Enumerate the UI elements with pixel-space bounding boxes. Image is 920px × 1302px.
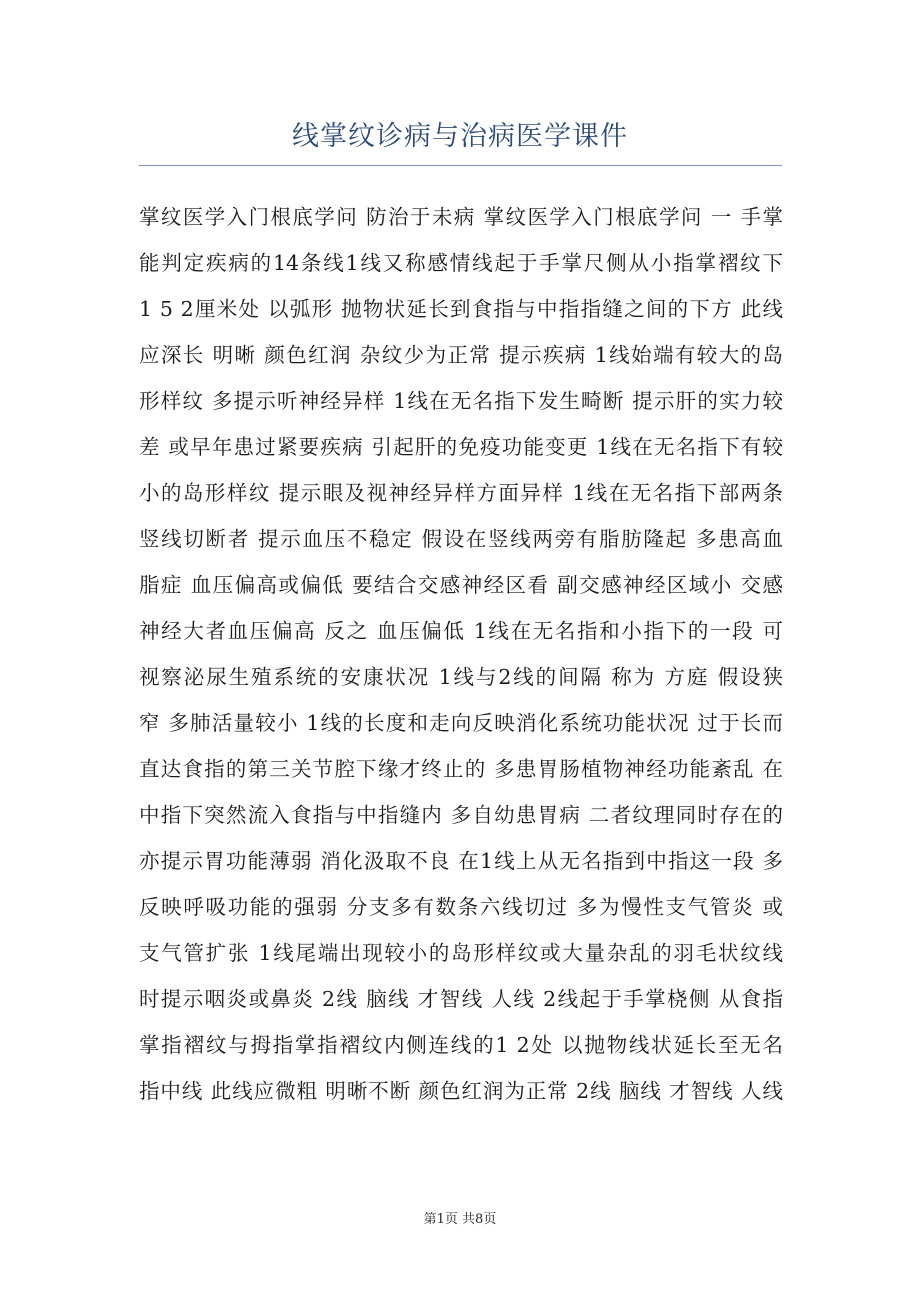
body-line: 视察泌尿生殖系统的安康状况 1线与2线的间隔 称为 方庭 假设狭: [139, 665, 783, 689]
body-line: 掌纹医学入门根底学问 防治于未病 掌纹医学入门根底学问 一 手掌: [139, 205, 783, 229]
page-footer: 第1页 共8页: [423, 1212, 497, 1227]
body-line: 亦提示胃功能薄弱 消化汲取不良 在1线上从无名指到中指这一段 多: [139, 849, 783, 873]
body-line: 脂症 血压偏高或偏低 要结合交感神经区看 副交感神经区域小 交感: [139, 573, 783, 597]
body-line: 支气管扩张 1线尾端出现较小的岛形样纹或大量杂乱的羽毛状纹线: [139, 941, 783, 965]
body-line: 1 5 2厘米处 以弧形 抛物状延长到食指与中指指缝之间的下方 此线: [139, 297, 783, 321]
body-line: 窄 多肺活量较小 1线的长度和走向反映消化系统功能状况 过于长而: [139, 711, 783, 735]
document-body: [139, 194, 783, 1114]
body-line: 应深长 明晰 颜色红润 杂纹少为正常 提示疾病 1线始端有较大的岛: [139, 343, 783, 367]
body-line: 直达食指的第三关节腔下缘才终止的 多患胃肠植物神经功能紊乱 在: [139, 757, 783, 781]
body-line: 反映呼吸功能的强弱 分支多有数条六线切过 多为慢性支气管炎 或: [139, 895, 783, 919]
body-line: 神经大者血压偏高 反之 血压偏低 1线在无名指和小指下的一段 可: [139, 619, 783, 643]
body-line: 指中线 此线应微粗 明晰不断 颜色红润为正常 2线 脑线 才智线 人线: [139, 1079, 783, 1103]
body-line: 小的岛形样纹 提示眼及视神经异样方面异样 1线在无名指下部两条: [139, 481, 783, 505]
body-line: 掌指褶纹与拇指掌指褶纹内侧连线的1 2处 以抛物线状延长至无名: [139, 1033, 783, 1057]
body-line: 竖线切断者 提示血压不稳定 假设在竖线两旁有脂肪隆起 多患高血: [139, 527, 783, 551]
body-line: 能判定疾病的14条线1线又称感情线起于手掌尺侧从小指掌褶纹下: [139, 251, 783, 275]
body-line: 差 或早年患过紧要疾病 引起肝的免疫功能变更 1线在无名指下有较: [139, 435, 783, 459]
title-divider: [139, 165, 782, 166]
body-line: 时提示咽炎或鼻炎 2线 脑线 才智线 人线 2线起于手掌桡侧 从食指: [139, 987, 783, 1011]
document-title: 线掌纹诊病与治病医学课件: [292, 121, 628, 152]
body-line: 中指下突然流入食指与中指缝内 多自幼患胃病 二者纹理同时存在的: [139, 803, 783, 827]
body-line: 形样纹 多提示听神经异样 1线在无名指下发生畸断 提示肝的实力较: [139, 389, 783, 413]
